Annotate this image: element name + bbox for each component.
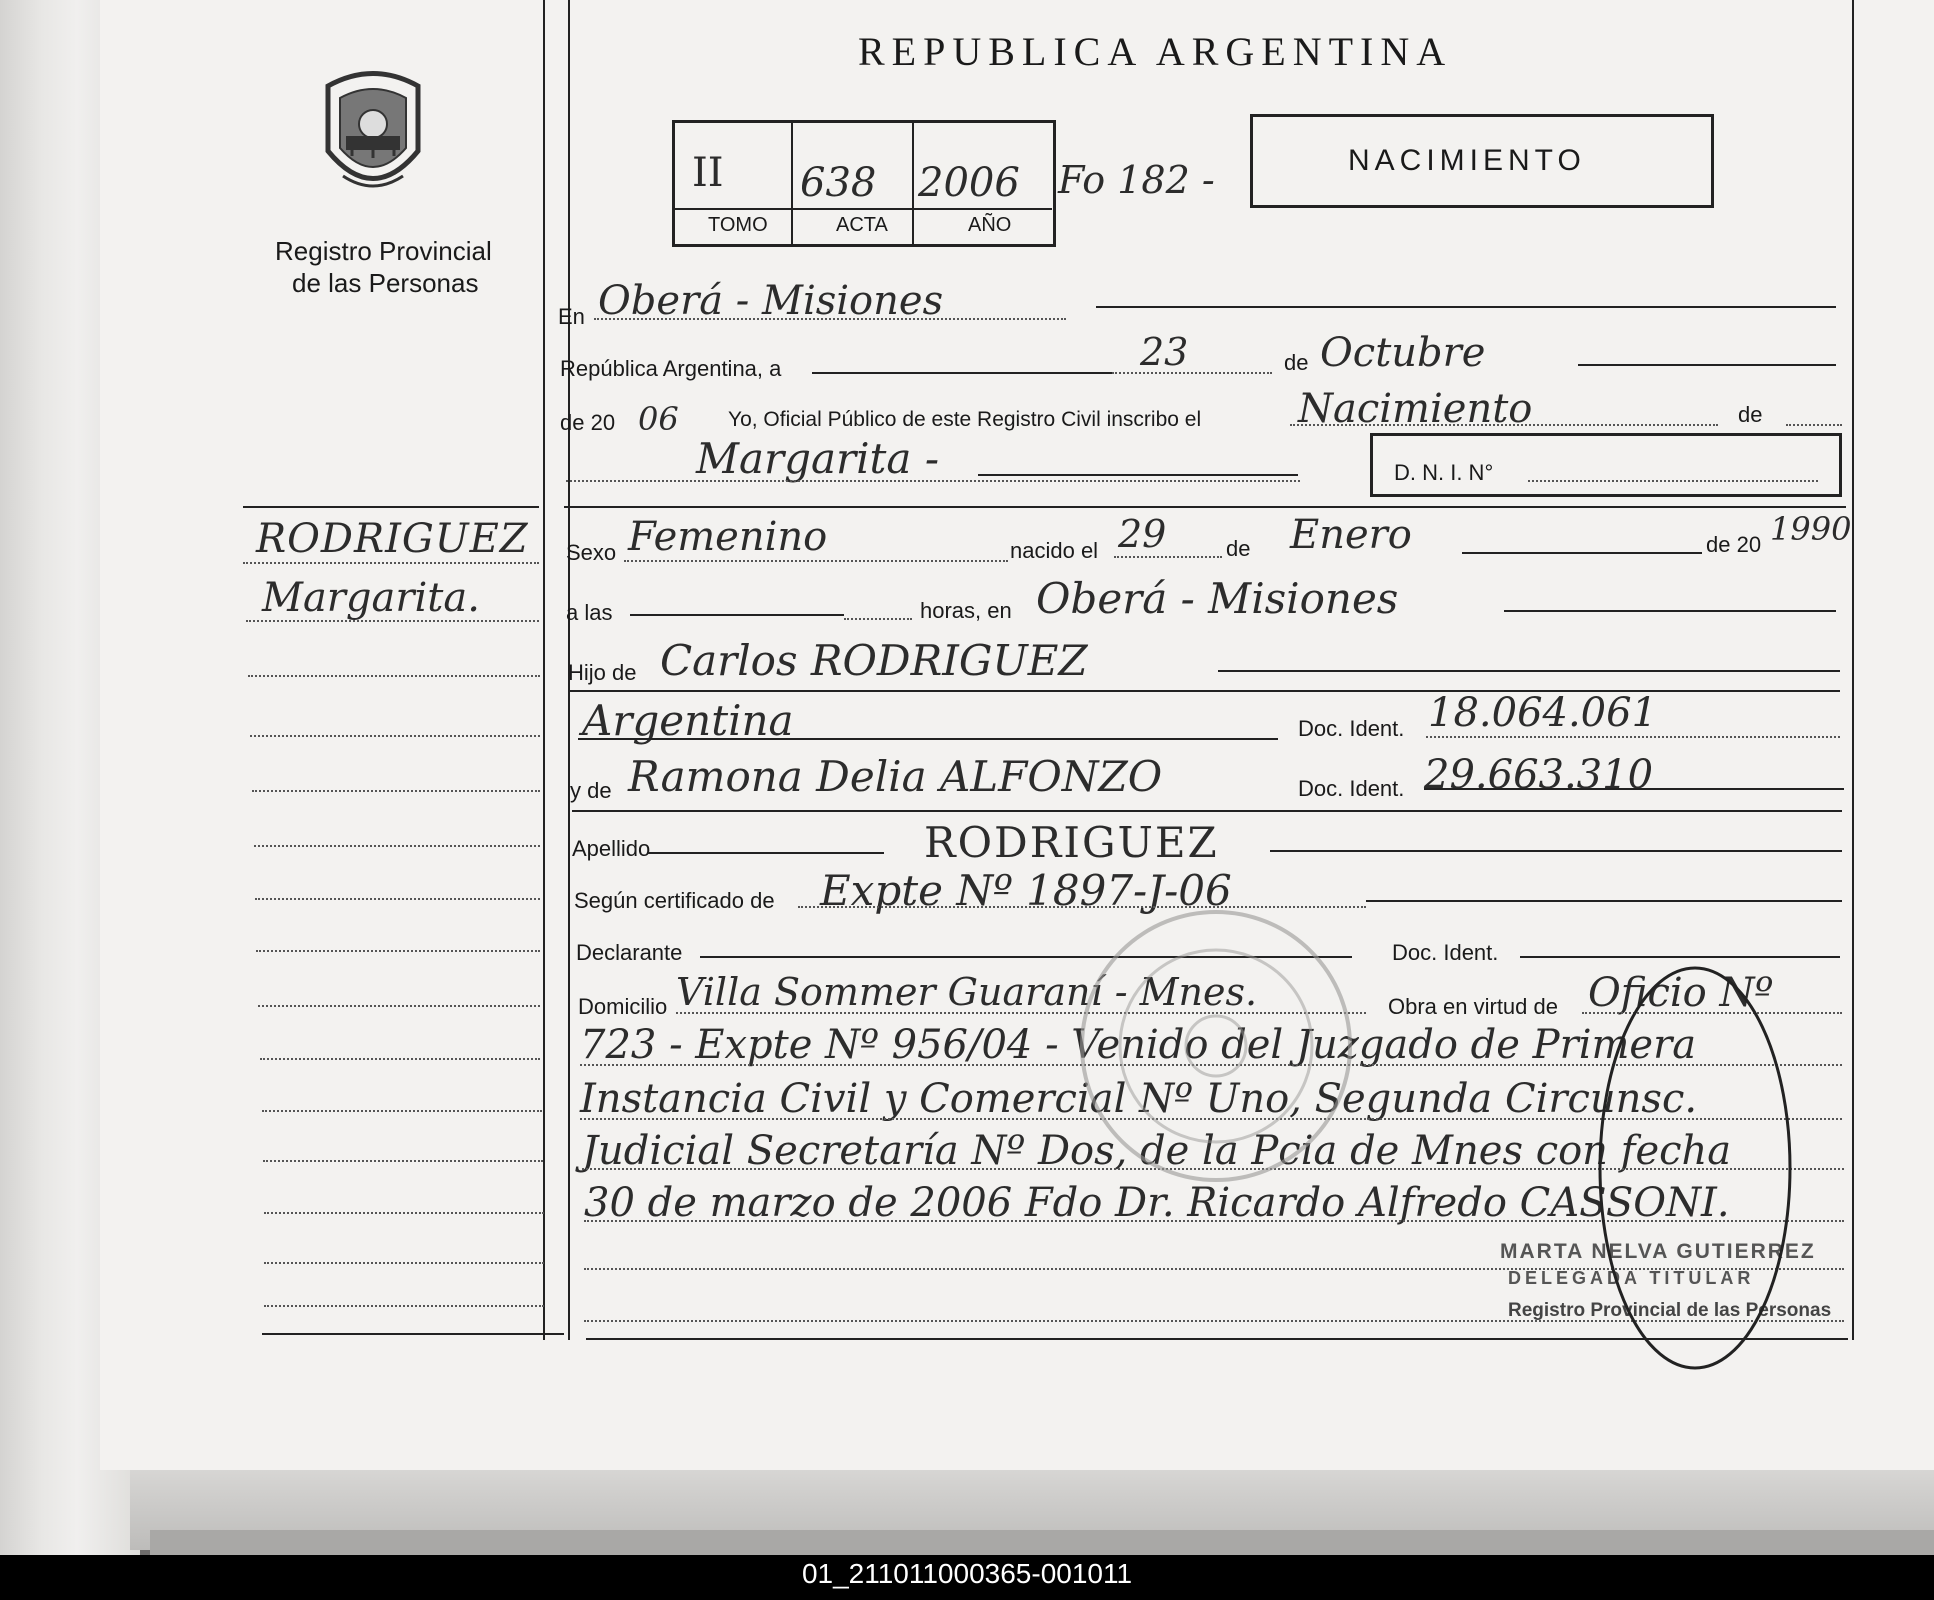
- father-nationality: Argentina: [582, 696, 794, 745]
- margin-line-3: [248, 675, 540, 677]
- record-cell-divider-2: [912, 120, 914, 247]
- birth-month-line: [1462, 552, 1702, 554]
- margin-line-10: [260, 1058, 540, 1060]
- official-office-stamp: Registro Provincial de las Personas: [1508, 1300, 1832, 1321]
- margin-line-9: [258, 1005, 540, 1007]
- margin-line-12: [263, 1160, 543, 1162]
- notes-line-3: Judicial Secretaría Nº Dos, de la Pcia de Mnes con fecha: [582, 1128, 1732, 1174]
- hours-line: [630, 614, 844, 616]
- republica-label: República Argentina, a: [560, 356, 782, 381]
- registry-name-line2: de las Personas: [292, 268, 479, 298]
- birth-year: 1990: [1770, 510, 1852, 548]
- acta-value: 638: [800, 160, 877, 206]
- anio-label: AÑO: [968, 214, 1012, 236]
- official-title-stamp: DELEGADA TITULAR: [1508, 1268, 1755, 1288]
- sexo-value: Femenino: [628, 514, 828, 560]
- day-line-left: [812, 372, 1112, 374]
- tomo-value: II: [692, 150, 724, 196]
- year-suffix: 06: [638, 400, 679, 438]
- month-value: Octubre: [1320, 330, 1486, 376]
- certificado-line-end: [1366, 900, 1842, 902]
- folio-value: Fo 182 -: [1058, 158, 1215, 202]
- domicilio-value: Villa Sommer Guaraní - Mnes.: [676, 970, 1258, 1014]
- acta-label: ACTA: [836, 214, 888, 236]
- declarante-label: Declarante: [576, 940, 683, 965]
- dni-label: D. N. I. N°: [1394, 460, 1494, 485]
- nationality-line: [578, 738, 1278, 740]
- segun-label: Según certificado de: [574, 888, 775, 913]
- sexo-label: Sexo: [566, 540, 617, 565]
- margin-line-7: [255, 898, 540, 900]
- tomo-label: TOMO: [708, 214, 768, 236]
- record-cell-divider-1: [791, 120, 793, 247]
- registry-round-seal: [1076, 906, 1356, 1186]
- officer-text: Yo, Oficial Público de este Registro Civil inscribo el: [728, 408, 1202, 431]
- child-name-line: [566, 480, 1300, 482]
- provincial-seal-logo: [318, 66, 428, 206]
- father-name-line: [1218, 670, 1840, 672]
- act-written: Nacimiento: [1298, 386, 1533, 432]
- mother-rule: [572, 810, 1842, 812]
- de-line-end: [1786, 424, 1842, 426]
- margin-line-8: [256, 950, 540, 952]
- birth-day: 29: [1118, 512, 1167, 556]
- margin-top-rule: [243, 506, 539, 508]
- act-line: [1290, 424, 1718, 426]
- record-label-rule: [674, 208, 1052, 210]
- mother-name: Ramona Delia ALFONZO: [628, 752, 1163, 801]
- dni-line: [1528, 480, 1818, 482]
- apellido-value: RODRIGUEZ: [924, 818, 1219, 867]
- mother-doc: 29.663.310: [1424, 752, 1654, 798]
- de-label: de: [1284, 350, 1309, 375]
- margin-line-13: [264, 1212, 544, 1214]
- registry-name-line1: Registro Provincial: [275, 236, 492, 266]
- notes-line-1: 723 - Expte Nº 956/04 - Venido del Juzgado de Primera: [580, 1022, 1697, 1068]
- father-doc-line: [1426, 736, 1840, 738]
- official-name-stamp: MARTA NELVA GUTIERREZ: [1500, 1240, 1816, 1263]
- doc-ident-label-3: Doc. Ident.: [1392, 940, 1499, 965]
- margin-line-5: [252, 790, 540, 792]
- place-line: [594, 318, 1066, 320]
- sexo-line: [624, 560, 1008, 562]
- margin-divider: [543, 0, 545, 1340]
- birth-place-line: [1504, 610, 1836, 612]
- margin-given-name: Margarita.: [262, 575, 480, 621]
- anio-value: 2006: [918, 160, 1020, 206]
- doc-ident-label: Doc. Ident.: [1298, 716, 1405, 741]
- margin-line-11: [262, 1110, 542, 1112]
- father-name: Carlos RODRIGUEZ: [660, 636, 1088, 685]
- mother-line: [1424, 788, 1844, 790]
- day-line: [1112, 372, 1272, 374]
- nacido-label: nacido el: [1010, 538, 1099, 563]
- act-type-label: NACIMIENTO: [1348, 144, 1586, 177]
- en-label: En: [558, 304, 585, 329]
- apellido-label: Apellido: [572, 836, 651, 861]
- margin-line-6: [254, 845, 540, 847]
- birth-day-line: [1114, 556, 1222, 558]
- month-line: [1578, 364, 1836, 366]
- hours-line-2: [844, 618, 912, 620]
- obra-value: Oficio Nº: [1588, 970, 1774, 1016]
- notes-line-2: Instancia Civil y Comercial Nº Uno, Segunda Circunsc.: [580, 1076, 1698, 1122]
- father-doc: 18.064.061: [1428, 690, 1658, 736]
- margin-line-15: [264, 1305, 544, 1307]
- hijo-label: Hijo de: [568, 660, 637, 685]
- doc-ident-label-2: Doc. Ident.: [1298, 776, 1405, 801]
- birth-month: Enero: [1290, 512, 1412, 558]
- form-right-border: [1852, 0, 1854, 1340]
- birth-place: Oberá - Misiones: [1036, 574, 1399, 623]
- signature-loop: [1590, 958, 1800, 1378]
- day-value: 23: [1140, 330, 1189, 374]
- horas-label: horas, en: [920, 598, 1012, 623]
- country-title: REPUBLICA ARGENTINA: [858, 29, 1453, 74]
- child-name-line-end: [978, 474, 1298, 476]
- de-label-2: de: [1738, 402, 1763, 427]
- child-name: Margarita -: [696, 434, 940, 483]
- margin-surname: RODRIGUEZ: [256, 516, 529, 562]
- year-prefix: de 20: [560, 410, 616, 435]
- obra-label: Obra en virtud de: [1388, 994, 1558, 1019]
- de-20-label: de 20: [1706, 532, 1762, 557]
- apellido-line-left: [648, 852, 884, 854]
- margin-line-14: [264, 1262, 544, 1264]
- margin-line-4: [250, 735, 540, 737]
- domicilio-label: Domicilio: [578, 994, 668, 1019]
- place-value: Oberá - Misiones: [598, 278, 944, 324]
- form-separator: [564, 506, 1846, 508]
- image-id-caption: 01_211011000365-001011: [801, 1558, 1133, 1589]
- margin-bottom-rule: [262, 1333, 564, 1335]
- apellido-line-right: [1270, 850, 1842, 852]
- place-line-end: [1096, 306, 1836, 308]
- certificado-value: Expte Nº 1897-J-06: [820, 866, 1232, 915]
- margin-line-1: [243, 562, 539, 564]
- notes-line-4: 30 de marzo de 2006 Fdo Dr. Ricardo Alfredo CASSONI.: [584, 1180, 1730, 1226]
- a-las-label: a las: [566, 600, 613, 625]
- y-de-label: y de: [570, 778, 612, 803]
- de-label-3: de: [1226, 536, 1251, 561]
